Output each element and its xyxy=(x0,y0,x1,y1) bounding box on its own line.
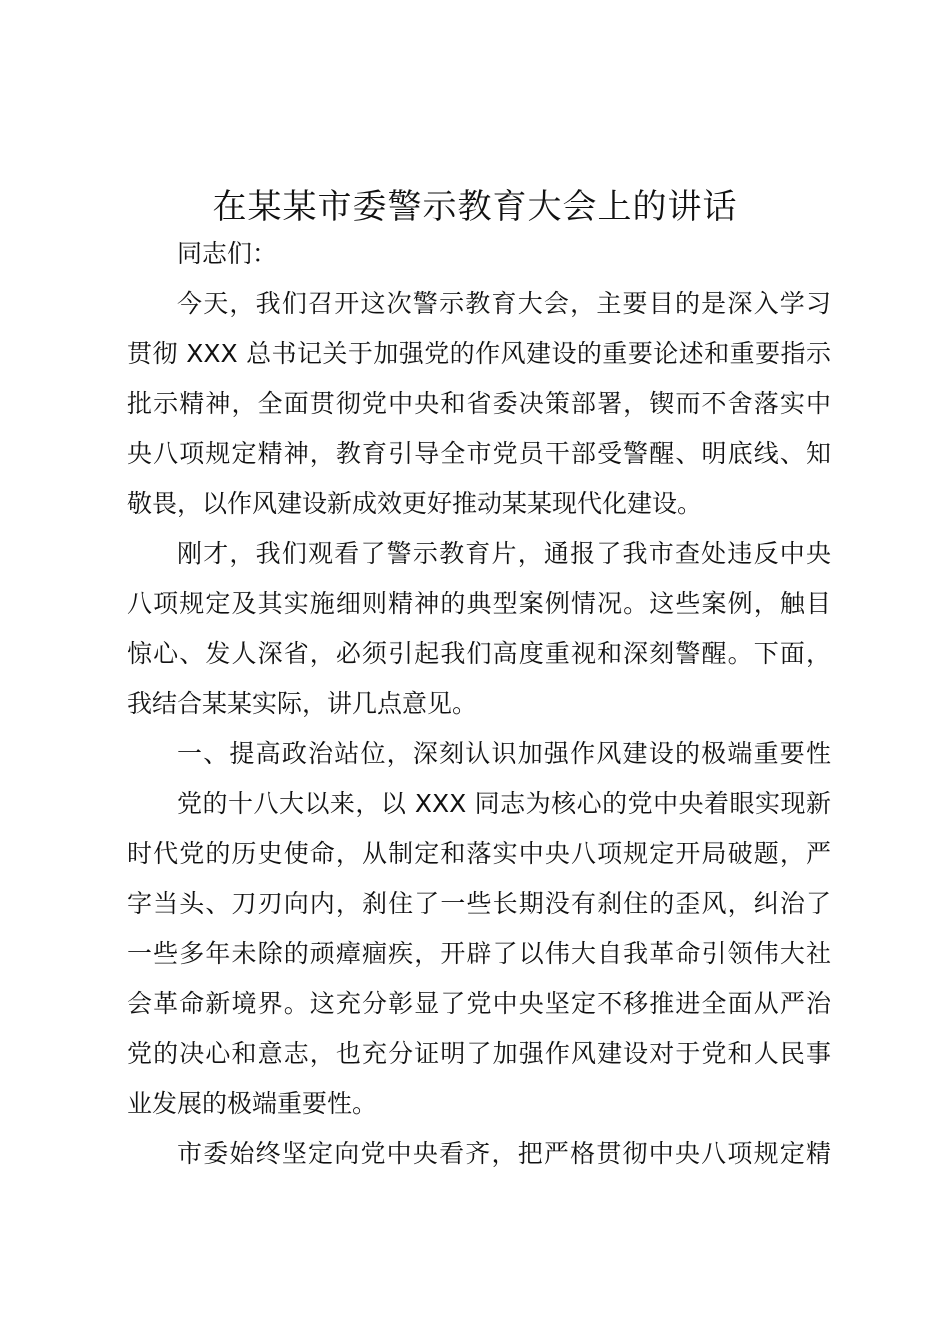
paragraph-line: 敬畏，以作风建设新成效更好推动某某现代化建设。 xyxy=(127,489,703,518)
paragraph-line: 市委始终坚定向党中央看齐，把严格贯彻中央八项规定精 xyxy=(177,1139,831,1168)
document-title: 在某某市委警示教育大会上的讲话 xyxy=(212,187,738,227)
paragraph-line: 我结合某某实际，讲几点意见。 xyxy=(127,689,478,718)
paragraph-line: 一些多年未除的顽瘴痼疾，开辟了以伟大自我革命引领伟大社 xyxy=(127,939,831,968)
paragraph-line: 央八项规定精神，教育引导全市党员干部受警醒、明底线、知 xyxy=(127,439,831,468)
paragraph-line: 时代党的历史使命，从制定和落实中央八项规定开局破题，严 xyxy=(127,839,831,868)
paragraph-line: 刚才，我们观看了警示教育片，通报了我市查处违反中央 xyxy=(177,539,831,568)
paragraph-line: 党的决心和意志，也充分证明了加强作风建设对于党和人民事 xyxy=(127,1039,831,1068)
salutation: 同志们： xyxy=(177,239,278,268)
paragraph-line: 批示精神，全面贯彻党中央和省委决策部署，锲而不舍落实中 xyxy=(127,389,831,418)
section-heading: 一、提高政治站位，深刻认识加强作风建设的极端重要性 xyxy=(177,739,831,768)
paragraph-line: 八项规定及其实施细则精神的典型案例情况。这些案例，触目 xyxy=(127,589,831,618)
paragraph-line: 贯彻 XXX 总书记关于加强党的作风建设的重要论述和重要指示 xyxy=(127,339,831,368)
paragraph-line: 业发展的极端重要性。 xyxy=(127,1089,378,1118)
paragraph-line: 今天，我们召开这次警示教育大会，主要目的是深入学习 xyxy=(177,289,831,318)
paragraph-line: 党的十八大以来，以 XXX 同志为核心的党中央着眼实现新 xyxy=(177,789,831,818)
paragraph-line: 会革命新境界。这充分彰显了党中央坚定不移推进全面从严治 xyxy=(127,989,831,1018)
paragraph-line: 惊心、发人深省，必须引起我们高度重视和深刻警醒。下面， xyxy=(127,639,831,668)
paragraph-line: 字当头、刀刃向内，刹住了一些长期没有刹住的歪风，纠治了 xyxy=(127,889,831,918)
